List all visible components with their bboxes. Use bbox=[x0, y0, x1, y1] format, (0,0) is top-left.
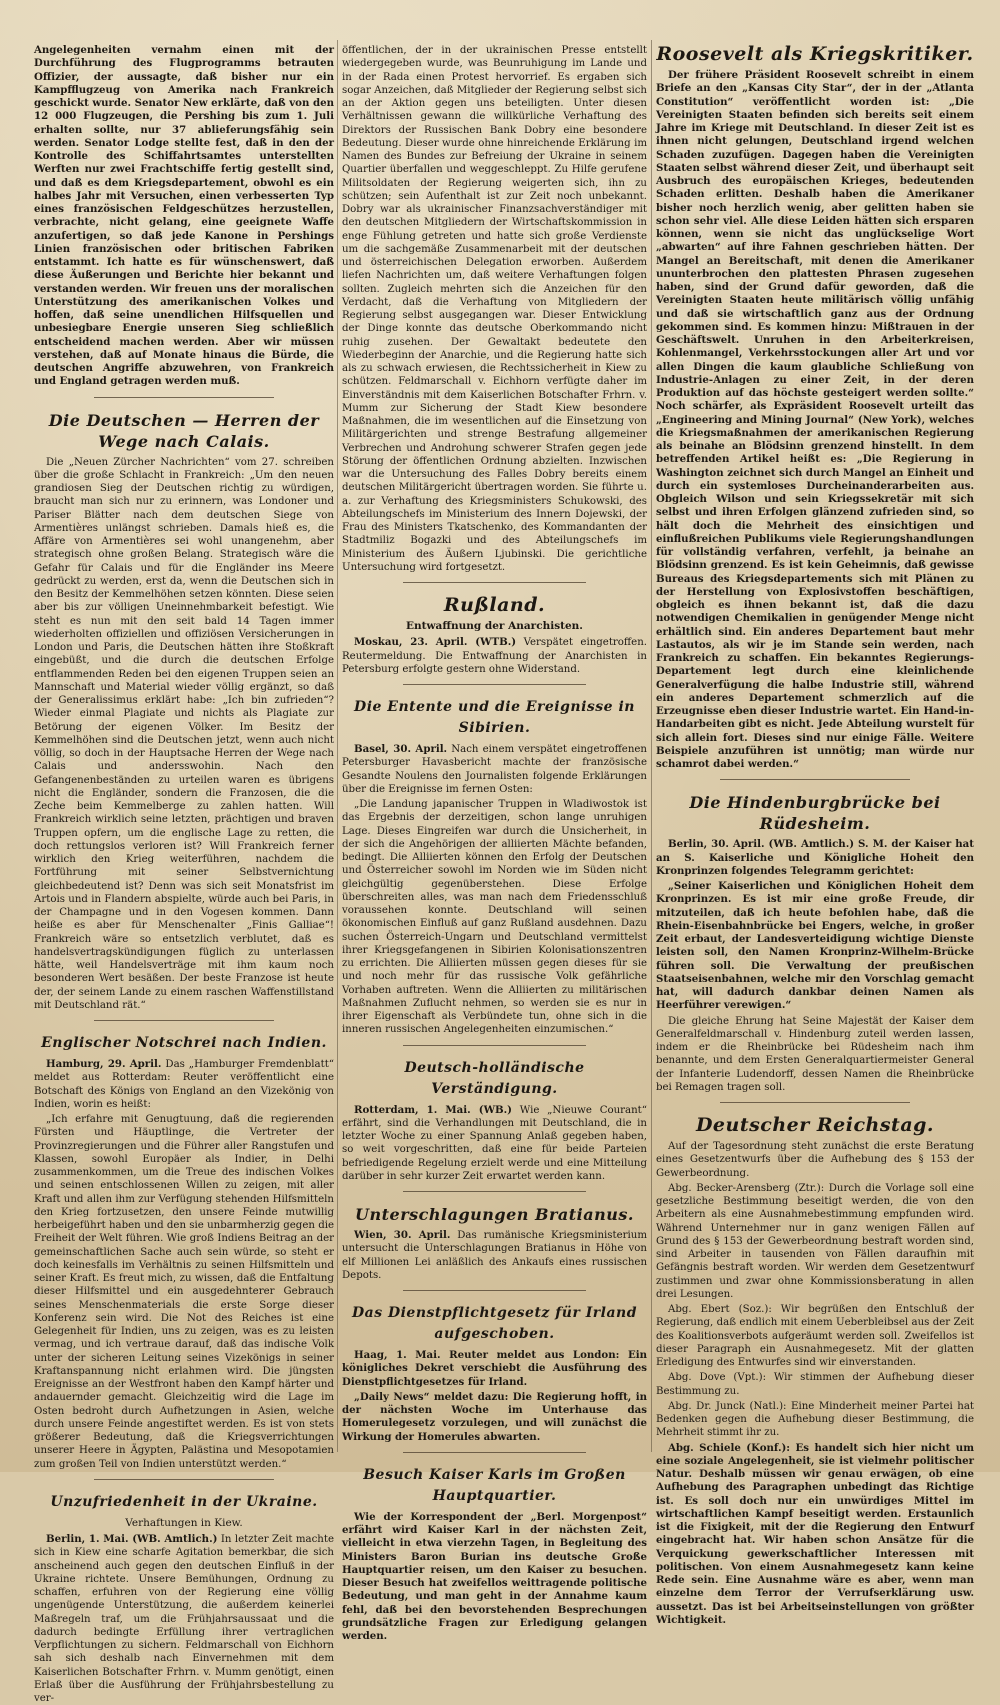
article-separator bbox=[403, 1452, 586, 1453]
article-text: „Daily News“ meldet dazu: Die Regierung hofft, in der nächsten Woche im Unterhause das Homerulegesetz vorzulegen, und will zunächst die Wirkung der Homerules abwarten. bbox=[342, 1390, 647, 1443]
article-text: Abg. Ebert (Soz.): Wir begrüßen den Entschluß der Regierung, daß endlich mit einem Ueberbleibsel aus der Zeit des Koalitionsverbots aufgeräumt werden soll. Zweifellos ist dieser Paragraph ein Ausnahmegesetz. Mit der glatten Erledigung des Entwurfes sind wir einverstanden. bbox=[656, 1304, 974, 1368]
headline: Rußland. bbox=[443, 594, 546, 616]
article-separator bbox=[403, 1045, 586, 1046]
dateline: Moskau, 23. April. (WTB.) bbox=[354, 636, 517, 649]
dateline: Hamburg, 29. April. bbox=[46, 1058, 162, 1070]
column-2 bbox=[342, 44, 647, 1642]
article-text: Angelegenheiten vernahm einen mit der Durchführung des Flugprogramms betrauten Offizier, der aussagte, daß bisher nur ein Kampfflugzeug von Amerika nach Frankreich geschickt wurde. Senator New erklärte, daß von den 12 000 Flugzeugen, die Pershing bis zum 1. Juli erhalten sollte, nur 37 ablieferungsfähig sein werden. Senator Lodge stellte fest, daß in den der Kontrolle des Schiffahrtsamtes unterstellten Werften nur zwei Frachtschiffe fertig gestellt sind, und daß es dem Kriegsdepartement, obwohl es ein halbes Jahr mit Versuchen, einen verbesserten Typ eines französischen Feldgeschützes herzustellen, verbrachte, nicht gelang, eine geeignete Waffe anzufertigen, so daß jede Kanone in Pershings Linien französischen oder britischen Fabriken entstammt. Ich hatte es für wünschenswert, daß diese Äußerungen und Berichte hier bekannt und verstanden werden. Wir freuen uns der moralischen Unterstützung des amerikanischen Volkes und hoffen, daß seine unendlichen Hilfsquellen und unbesiegbare Energie unseren Sieg schließlich entscheidend machen werden. Aber wir müssen verstehen, daß auf Monate hinaus die Bürde, die deutschen Angriffe abzuwehren, von Frankreich und England getragen werden muß. bbox=[34, 44, 334, 388]
dateline: Haag, 1. Mai. bbox=[354, 1349, 441, 1361]
article-text bbox=[656, 838, 974, 878]
article-text bbox=[342, 1349, 647, 1389]
subheadline: Verhaftungen in Kiew. bbox=[125, 1516, 243, 1529]
article-body: Reuter meldet aus London: Ein königliches Dekret verschiebt die Ausführung des Dienstpflichtgesetzes für Irland. bbox=[342, 1349, 647, 1388]
article-body: S. M. der Kaiser hat an S. Kaiserliche und Königliche Hoheit den Kronprinzen folgendes Telegramm gerichtet: bbox=[656, 838, 974, 877]
headline: Das Dienstpflichtgesetz für Irland aufgeschoben. bbox=[352, 1305, 637, 1342]
headline: Unterschlagungen Bratianus. bbox=[355, 1205, 634, 1224]
article-text: Die „Neuen Zürcher Nachrichten“ vom 27. schreiben über die große Schlacht in Frankreich: „Um den neuen grandiosen Sieg der Deutschen richtig zu würdigen, braucht man sich nur zu erinnern, was Londoner und Pariser Blätter nach dem deutschen Siege von Armentières unlängst schrieben. Damals hieß es, die Affäre von Armentières sei wohl unangenehm, aber strategisch ohne großen Belang. Strategisch wäre die Gefahr für Calais und für die Engländer ins Meere gedrückt zu werden, erst da, wenn die Deutschen sich in den Besitz der Kemmelhöhen setzen könnten. Diese seien aber bis zur völligen Uneinnehmbarkeit befestigt. Wie steht es nun mit den seit bald 14 Tagen immer wiederholten offiziellen und offiziösen Versicherungen in London und Paris, die Deutschen hätten ihre Stoßkraft eingebüßt, und die durch die deutschen Erfolge entflammenden Reden bei den eigenen Truppen seien an Mannschaft und Material wieder völlig ergänzt, so daß der Generalissimus erklärt habe: „Ich bin zufrieden“? Wieder einmal Plagiate und nichts als Plagiate zur Betörung der eigenen Völker. Im Besitz der Kemmelhöhen sind die Deutschen jetzt, wenn auch nicht völlig, so doch in der Hauptsache Herren der Wege nach Calais und andersswohin. Nach den Gefangenenbeständen zu urteilen waren es übrigens nicht die Engländer, sondern die Franzosen, die die Zeche beim Kemmelberge zu zahlen hatten. Will Frankreich wirklich seine letzten, prächtigen und braven Truppen opfern, um die englische Lage zu retten, die doch rettungslos verloren ist? Will Frankreich ferner wirklich den Krieg weiterführen, nachdem die Fortführung mit seiner Selbstvernichtung gleichbedeutend ist? Denn was sich seit Monatsfrist im Artois und in Flandern abspielte, würde auch bei Paris, in der Champagne und in den Vogesen kommen. Dann heiße es aber für Menschenalter „Finis Galliae“! Frankreich wäre so entsetzlich verblutet, daß es handelsvertragskündigungen füglich zu unterlassen hätte, weil Handelsverträge mit ihm kaum noch besonderen Wert besäßen. Der beste Franzose ist heute der, der seinem Lande zu einem raschen Waffenstillstand mit Deutschland rät.“ bbox=[34, 456, 334, 1011]
article-text bbox=[342, 743, 647, 796]
dateline: Rotterdam, 1. Mai. (WB.) bbox=[354, 1103, 512, 1116]
article-separator bbox=[720, 779, 911, 780]
article-text: Die gleiche Ehrung hat Seine Majestät der Kaiser dem Generalfeldmarschall v. Hindenburg zuteil werden lassen, indem er die Rheinbrücke bei Rüdesheim nach ihm benannte, und dem Ersten Generalquartiermeister General der Infanterie Ludendorff, dessen Namen die Rheinbrücke bei Remagen tragen soll. bbox=[656, 1015, 974, 1093]
article-body: Verspätet eingetroffen. Reutermeldung. Die Entwaffnung der Anarchisten in Petersburg erfolgte gestern ohne Widerstand. bbox=[342, 637, 647, 675]
headline: Roosevelt als Kriegskritiker. bbox=[656, 43, 974, 65]
article-text bbox=[342, 1229, 647, 1282]
article-text: Auf der Tagesordnung steht zunächst die erste Beratung eines Gesetzentwurfs über die Aufhebung des § 153 der Gewerbeordnung. bbox=[656, 1141, 974, 1179]
article-text bbox=[342, 636, 647, 676]
headline: Die Deutschen — Herren der Wege nach Calais. bbox=[48, 410, 320, 451]
article-text bbox=[342, 1104, 647, 1184]
headline: Unzufriedenheit in der Ukraine. bbox=[50, 1493, 318, 1510]
article-text bbox=[34, 1533, 334, 1705]
article-text: öffentlichen, der in der ukrainischen Presse entstellt wiedergegeben wurde, was Beunruhigung im Lande und in der Rada einen Protest hervorrief. Es ergaben sich sogar Anzeichen, daß Mitglieder der Regierung selbst sich an der Aktion gegen uns beteiligten. Unter diesen Verhältnissen gewann die willkürliche Verhaftung des Direktors der Russischen Bank Dobry eine besondere Bedeutung. Dieser wurde ohne hinreichende Erklärung im Namen des Bundes zur Befreiung der Ukraine in seinem Quartier überfallen und weggeschleppt. Zu Hilfe gerufene Militsoldaten der Regierung weigerten sich, ihn zu schützen; sein Aufenthalt ist zur Zeit noch unbekannt. Dobry war als ukrainischer Finanzsachverständiger mit den deutschen Mitgliedern der Wirtschaftskommission in enge Fühlung getreten und hatte sich große Verdienste um die sachgemäße Zusammenarbeit mit der deutschen und österreichischen Delegation erworben. Außerdem liefen Nachrichten um, daß weitere Verhaftungen folgen sollten. Zugleich mehrten sich die Anzeichen für den Verdacht, daß die Verhaftung von Mitgliedern der Regierung selbst ausgegangen war. Dieser Entwicklung der Dinge konnte das deutsche Oberkommando nicht ruhig zusehen. Der Gewaltakt bedeutete den Wiederbeginn der Anarchie, und die Regierung hatte sich als zu schwach erwiesen, die Rechtssicherheit in Kiew zu schützen. Feldmarschall v. Eichhorn verfügte daher im Einverständnis mit dem Kaiserlichen Botschafter Frhrn. v. Mumm zur Sicherung der Stadt Kiew besondere Maßnahmen, die im wesentlichen auf die Einsetzung von Militärgerichten und strenge Bestrafung allgemeiner Verbrechen und Androhung schwerer Strafen gegen jede Störung der öffentlichen Ordnung abzielten. Inzwischen war die Untersuchung des Falles Dobry bereits einem deutschen Militärgericht übertragen worden. Sie führte u. a. zur Verhaftung des Kriegsministers Schukowski, des Abteilungschefs im Ministerium des Innern Dojewski, der Frau des Ministers Tkatschenko, des Kommandanten der Stadtmiliz Bogazki und des Abteilungschefs im Ministerium des Äußern Ljubinski. Die gerichtliche Untersuchung wird fortgesetzt. bbox=[342, 45, 647, 573]
subheadline: Entwaffnung der Anarchisten. bbox=[406, 620, 583, 632]
article-separator bbox=[94, 397, 274, 398]
column-3 bbox=[656, 43, 974, 1626]
dateline: Berlin, 1. Mai. (WB. Amtlich.) bbox=[46, 1533, 218, 1545]
headline: Die Hindenburgbrücke bei Rüdesheim. bbox=[689, 793, 941, 834]
dateline: Basel, 30. April. bbox=[354, 743, 448, 755]
article-body: In letzter Zeit machte sich in Kiew eine scharfe Agitation bemerkbar, die sich anscheinend auch gegen den deutschen Einfluß in der Ukraine richtete. Unsere Bemühungen, Ordnung zu schaffen, erfuhren von der Regierung eine völlig ungenügende Unterstützung, die außerdem keinerlei Maßregeln traf, um die Frühjahrsaussaat und die dadurch bedingte Erfüllung ihrer vertraglichen Verpflichtungen zu sichern. Feldmarschall von Eichhorn sah sich deshalb nach Einvernehmen mit dem Kaiserlichen Botschafter Frhrn. v. Mumm genötigt, einen Erlaß über die Ausführung der Frühjahrsbestellung zu ver- bbox=[34, 1534, 334, 1704]
column-rule bbox=[337, 40, 338, 1452]
headline: Deutscher Reichstag. bbox=[695, 1114, 935, 1136]
article-separator bbox=[720, 1102, 911, 1103]
article-separator bbox=[403, 1290, 586, 1291]
article-separator bbox=[403, 582, 586, 583]
article-body: Wie „Nieuwe Courant“ erfährt, sind die Verhandlungen mit Deutschland, die in letzter Woche zu einer Spannung Anlaß gegeben haben, so weit vorgeschritten, daß eine für beide Parteien befriedigende Regelung erzielt werde und eine Mitteilung darüber in sehr kurzer Zeit erwartet werden kann. bbox=[342, 1104, 647, 1182]
column-rule bbox=[651, 40, 652, 1452]
headline: Englischer Notschrei nach Indien. bbox=[41, 1035, 327, 1051]
article-separator bbox=[403, 684, 586, 685]
article-text: „Seiner Kaiserlichen und Königlichen Hoheit dem Kronprinzen. Es ist mir eine große Freude, dir mitzuteilen, daß ich heute befohlen habe, daß die Rhein-Eisenbahnbrücke bei Engers, welche, in großer Zeit erbaut, der Landesverteidigung wichtige Dienste leisten soll, den Namen Kronprinz-Wilhelm-Brücke führen soll. Die Verwaltung der preußischen Staatseisenbahnen, welche mir den Vorschlag gemacht hat, will dadurch dankbar deinen Namen als Heerführer verewigen.“ bbox=[656, 880, 974, 1012]
article-text: Abg. Becker-Arensberg (Ztr.): Durch die Vorlage soll eine gesetzliche Bestimmung beseitigt werden, die von den Arbeitern als eine Ausnahmebestimmung empfunden wird. Während Unternehmer nur in ganz wenigen Fällen auf Grund des § 153 der Gewerbeordnung bestraft worden sind, sind Arbeiter in tausenden von Fällen daraufhin mit Gefängnis bestraft worden. Wir werden dem Gesetzentwurf zustimmen und zwar ohne Kommissionsberatung in allen drei Lesungen. bbox=[656, 1182, 974, 1300]
article-text: Abg. Dove (Vpt.): Wir stimmen der Aufhebung dieser Bestimmung zu. bbox=[656, 1372, 974, 1397]
article-separator bbox=[94, 1020, 274, 1021]
article-body: Das rumänische Kriegsministerium untersucht die Unterschlagungen Bratianus in Höhe von elf Millionen Lei anläßlich des Ankaufs eines russischen Depots. bbox=[342, 1230, 647, 1281]
article-text: Der frühere Präsident Roosevelt schreibt in einem Briefe an den „Kansas City Star“, der in der „Atlanta Constitution“ veröffentlicht worden ist: „Die Vereinigten Staaten befinden sich bereits seit einem Jahre im Kriege mit Deutschland. In dieser Zeit ist es ihnen nicht gelungen, Deutschland irgend welchen Schaden zuzufügen. Dagegen haben die Vereinigten Staaten selbst während dieser Zeit, und überhaupt seit Ausbruch des europäischen Krieges, bedeutenden Schaden erlitten. Deshalb haben die Amerikaner bisher noch herzlich wenig, aber gelitten haben sie schon sehr viel. Alle diese Leiden hätten sich ersparen können, wenn sie nicht das unglückselige Wort „abwarten“ auf ihre Fahnen geschrieben hätten. Der Mangel an Bereitschaft, mit denen die Amerikaner ununterbrochen den plattesten Phrasen zugesehen haben, sind der Grund dafür geworden, daß die Vereinigten Staaten heute militärisch völlig unfähig und daß sie wirtschaftlich ganz aus der Ordnung gekommen sind. Es kommen hinzu: Mißtrauen in der Geschäftswelt. Unruhen in den Arbeiterkreisen, Kohlenmangel, Verkehrsstockungen aller Art und vor allen Dingen die kaum glaubliche Schließung von Industrie-Anlagen zu einer Zeit, in der deren Produktion auf das höchste gesteigert werden sollte.“ Noch schärfer, als Expräsident Roosevelt urteilt das „Engineering and Mining Journal“ (New York), welches die Kriegsmaßnahmen der amerikanischen Regierung als beinahe an Blödsinn grenzend hinstellt. In dem betreffenden Artikel heißt es: „Die Regierung in Washington zeichnet sich durch Mangel an Einheit und durch ein systemloses Durcheinanderarbeiten aus. Obgleich Wilson und sein Kriegssekretär mit sich selbst und ihren Erfolgen glänzend zufrieden sind, so hält doch die Mehrheit des einsichtigen und einflußreichen Publikums viele Regierungshandlungen für vollständig verfahren, verfehlt, ja beinahe an Blödsinn grenzend. Es ist kein Geheimnis, daß gewisse Bureaus des Kriegsdepartements sich mit Plänen zu der Herstellung von Explosivstoffen beschäftigen, obgleich es ihnen bekannt ist, daß die dazu notwendigen Chemikalien in genügender Menge nicht erhältlich sind. Ein anderes Departement baut mehr Lastautos, als wir je im Stande sein werden, nach Frankreich zu schaffen. Ein bekanntes Regierungs-Departement legt durch eine kleinlichende Generalverfügung die halbe Industrie still, während ein anderes Departement schmerzlich auf die Erzeugnisse eben dieser Industrie wartet. Ein Hand-in-Handarbeiten gibt es nicht. Jede Abteilung wurstelt für sich allein fort. Dieses sind nur einige Fälle. Weitere Beispiele anzuführen ist unnötig; man würde nur schamrot dabei werden.“ bbox=[656, 69, 974, 770]
dateline: Wien, 30. April. bbox=[354, 1229, 451, 1241]
article-text: „Die Landung japanischer Truppen in Wladiwostok ist das Ergebnis der derzeitigen, schon lange unruhigen Lage. Dieses Eingreifen war durch die Unsicherheit, in der sich die Angehörigen der alliierten Mächte befanden, bedingt. Die Alliierten können den Erfolg der Deutschen und Österreicher sowohl im Norden wie im Süden nicht gleichgültig gegenüberstehen. Diese Erfolge überschreiten alles, was man nach dem Friedensschluß voraussehen konnte. Deutschland will seinen ökonomischen Einfluß auf ganz Rußland ausdehnen. Dazu suchen Österreich-Ungarn und Deutschland vermittelst ihrer Kriegsgefangenen in Sibirien Kolonisationszentren zu errichten. Die Alliierten müssen gegen dieses für sie und noch mehr für das russische Volk gefährliche Vorhaben auftreten. Wenn die Alliierten zu militärischen Maßnahmen Zuflucht nehmen, so werden sie es nur in ihrer Eigenschaft als Verbündete tun, ohne sich in die inneren russischen Angelegenheiten einzumischen.“ bbox=[342, 799, 647, 1036]
headline: Die Entente und die Ereignisse in Sibirien. bbox=[354, 699, 635, 736]
headline: Deutsch-holländische Verständigung. bbox=[404, 1059, 585, 1097]
article-separator bbox=[94, 1479, 274, 1480]
article-text: Wie der Korrespondent der „Berl. Morgenpost“ erfährt wird Kaiser Karl in der nächsten Zeit, vielleicht in etwa vierzehn Tagen, in Begleitung des Ministers Baron Burian ins deutsche Große Hauptquartier reisen, um den Kaiser zu besuchen. Dieser Besuch hat zweifellos weittragende politische Bedeutung, und man geht in der Annahme kaum fehl, daß bei den bevorstehenden Besprechungen grundsätzliche Fragen zur Erledigung gelangen werden. bbox=[342, 1510, 647, 1642]
article-text: „Ich erfahre mit Genugtuung, daß die regierenden Fürsten und Häuptlinge, die Vertreter der Provinzregierungen und die Führer aller Rangstufen und Klassen, sowohl Europäer als Indier, in Delhi zusammenkommen, um die Treue des indischen Volkes und seinen entschlossenen Willen zu zeigen, mit aller Kraft und allen ihm zur Verfügung stehenden Hilfsmitteln den Krieg fortzusetzen, den unsere Feinde mutwillig herbeigeführt haben und den sie unbarmherzig gegen die Freiheit der Welt führen. Wie groß Indiens Beitrag an der gemeinschaftlichen Sache auch sein würde, so steht er doch keinesfalls im Verhältnis zu seinen Hilfsmitteln und seiner Kraft. Es freut mich, zu wissen, daß die Entfaltung dieser Hilfsmittel und ein ausgedehnterer Gebrauch seines Menschenmaterials die erste Sorge dieser Konferenz sein wird. Die Not des Reiches ist eine Gelegenheit für Indien, uns zu zeigen, was es zu leisten vermag, und ich vertraue darauf, daß das indische Volk unter der sicheren Leitung seines Vizekönigs in seiner Kraftanspannung nicht erlahmen wird. Die jüngsten Ereignisse an der Westfront haben den Kampf härter und andauernder gemacht. Gleichzeitig wird die Lage im Osten bedroht durch Aufhetzungen in Asien, welche durch unsere Feinde angestiftet werden. Es ist von stets größerer Bedeutung, daß die Kriegsverrichtungen unserer Heere in Ägypten, Palästina und Mesopotamien zum großen Teil von Indien unterstützt werden.“ bbox=[34, 1114, 334, 1470]
headline: Besuch Kaiser Karls im Großen Hauptquartier. bbox=[363, 1466, 626, 1504]
article-text: Abg. Schiele (Konf.): Es handelt sich hier nicht um eine soziale Angelegenheit, sie ist vielmehr politischer Natur. Deshalb müssen wir genau erwägen, ob eine Aufhebung des Paragraphen unbedingt das Richtige ist. Es soll doch nur ein unwürdiges Mittel im wirtschaftlichen Kampf beseitigt werden. Erstaunlich ist die Fixigkeit, mit der die Regierung den Entwurf eingebracht hat. Wir haben schon Ansätze für die Verquickung gewerkschaftlicher Interessen mit politischen. Von einem Ausnahmegesetz kann keine Rede sein. Eine Ausnahme wäre es aber, wenn man einzelne dem Terror der Verrufserklärung usw. aussetzt. Das ist bei Arbeitseinstellungen von größter Wichtigkeit. bbox=[656, 1441, 974, 1626]
column-1 bbox=[34, 44, 334, 1704]
article-body: Das „Hamburger Fremdenblatt“ meldet aus Rotterdam: Reuter veröffentlicht eine Botschaft des Königs von England an den Vizekönig von Indien, worin es heißt: bbox=[34, 1059, 334, 1110]
dateline: Berlin, 30. April. (WB. Amtlich.) bbox=[668, 838, 855, 851]
article-body: Nach einem verspätet eingetroffenen Petersburger Havasbericht machte der französische Gesandte Noulens den Journalisten folgende Erklärungen über die Ereignisse im fernen Osten: bbox=[342, 744, 647, 795]
article-text: Abg. Dr. Junck (Natl.): Eine Minderheit meiner Partei hat Bedenken gegen die Aufhebung dieser Bestimmung, die Mehrheit stimmt ihr zu. bbox=[656, 1400, 974, 1439]
article-separator bbox=[403, 1191, 586, 1192]
article-text bbox=[34, 1058, 334, 1111]
